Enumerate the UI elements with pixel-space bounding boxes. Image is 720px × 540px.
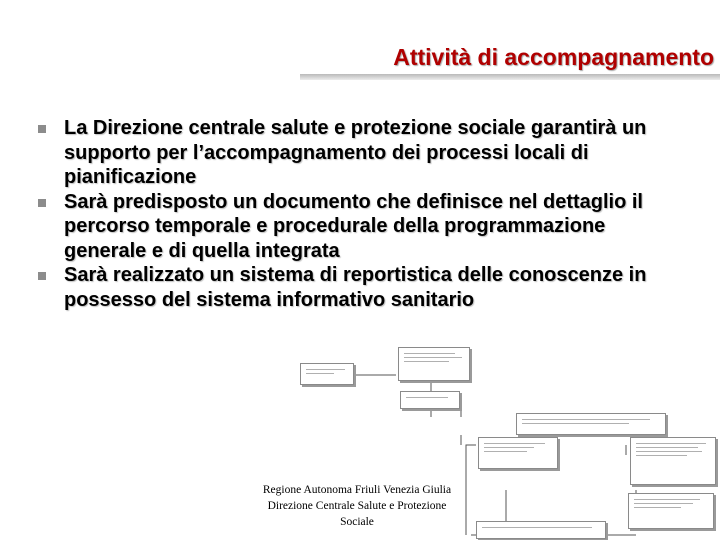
- bullet-text: Sarà predisposto un documento che definisce nel dettaglio il percorso temporale e procedurale della programmazione generale e di quella integrata: [64, 190, 643, 262]
- flowchart-box: [300, 363, 354, 385]
- square-bullet-icon: [38, 272, 46, 280]
- footer-line: Direzione Centrale Salute e Protezione: [267, 500, 447, 512]
- bullet-item: [36, 190, 676, 264]
- footer-credit: [250, 482, 464, 530]
- flowchart-box: [630, 437, 716, 485]
- flowchart-box: [478, 437, 558, 469]
- slide-title: Attività di accompagnamento: [393, 44, 714, 70]
- bullet-list: [36, 116, 676, 312]
- flowchart-box: [398, 347, 470, 381]
- square-bullet-icon: [38, 199, 46, 207]
- bullet-text: Sarà realizzato un sistema di reportistica delle conoscenze in possesso del sistema informativo sanitario: [64, 264, 647, 311]
- footer-line: Sociale: [340, 516, 374, 528]
- flowchart-box: [476, 521, 606, 539]
- footer-line: Regione Autonoma Friuli Venezia Giulia: [262, 484, 452, 496]
- bullet-item: [36, 263, 676, 312]
- title-underline: [300, 74, 720, 80]
- flowchart-box: [628, 493, 714, 529]
- flowchart-box: [516, 413, 666, 435]
- flowchart-box: [400, 391, 460, 409]
- bullet-text: La Direzione centrale salute e protezione sociale garantirà un supporto per l’accompagnamento dei processi locali di pianificazione: [64, 117, 647, 188]
- square-bullet-icon: [38, 125, 46, 133]
- bullet-item: [36, 116, 676, 190]
